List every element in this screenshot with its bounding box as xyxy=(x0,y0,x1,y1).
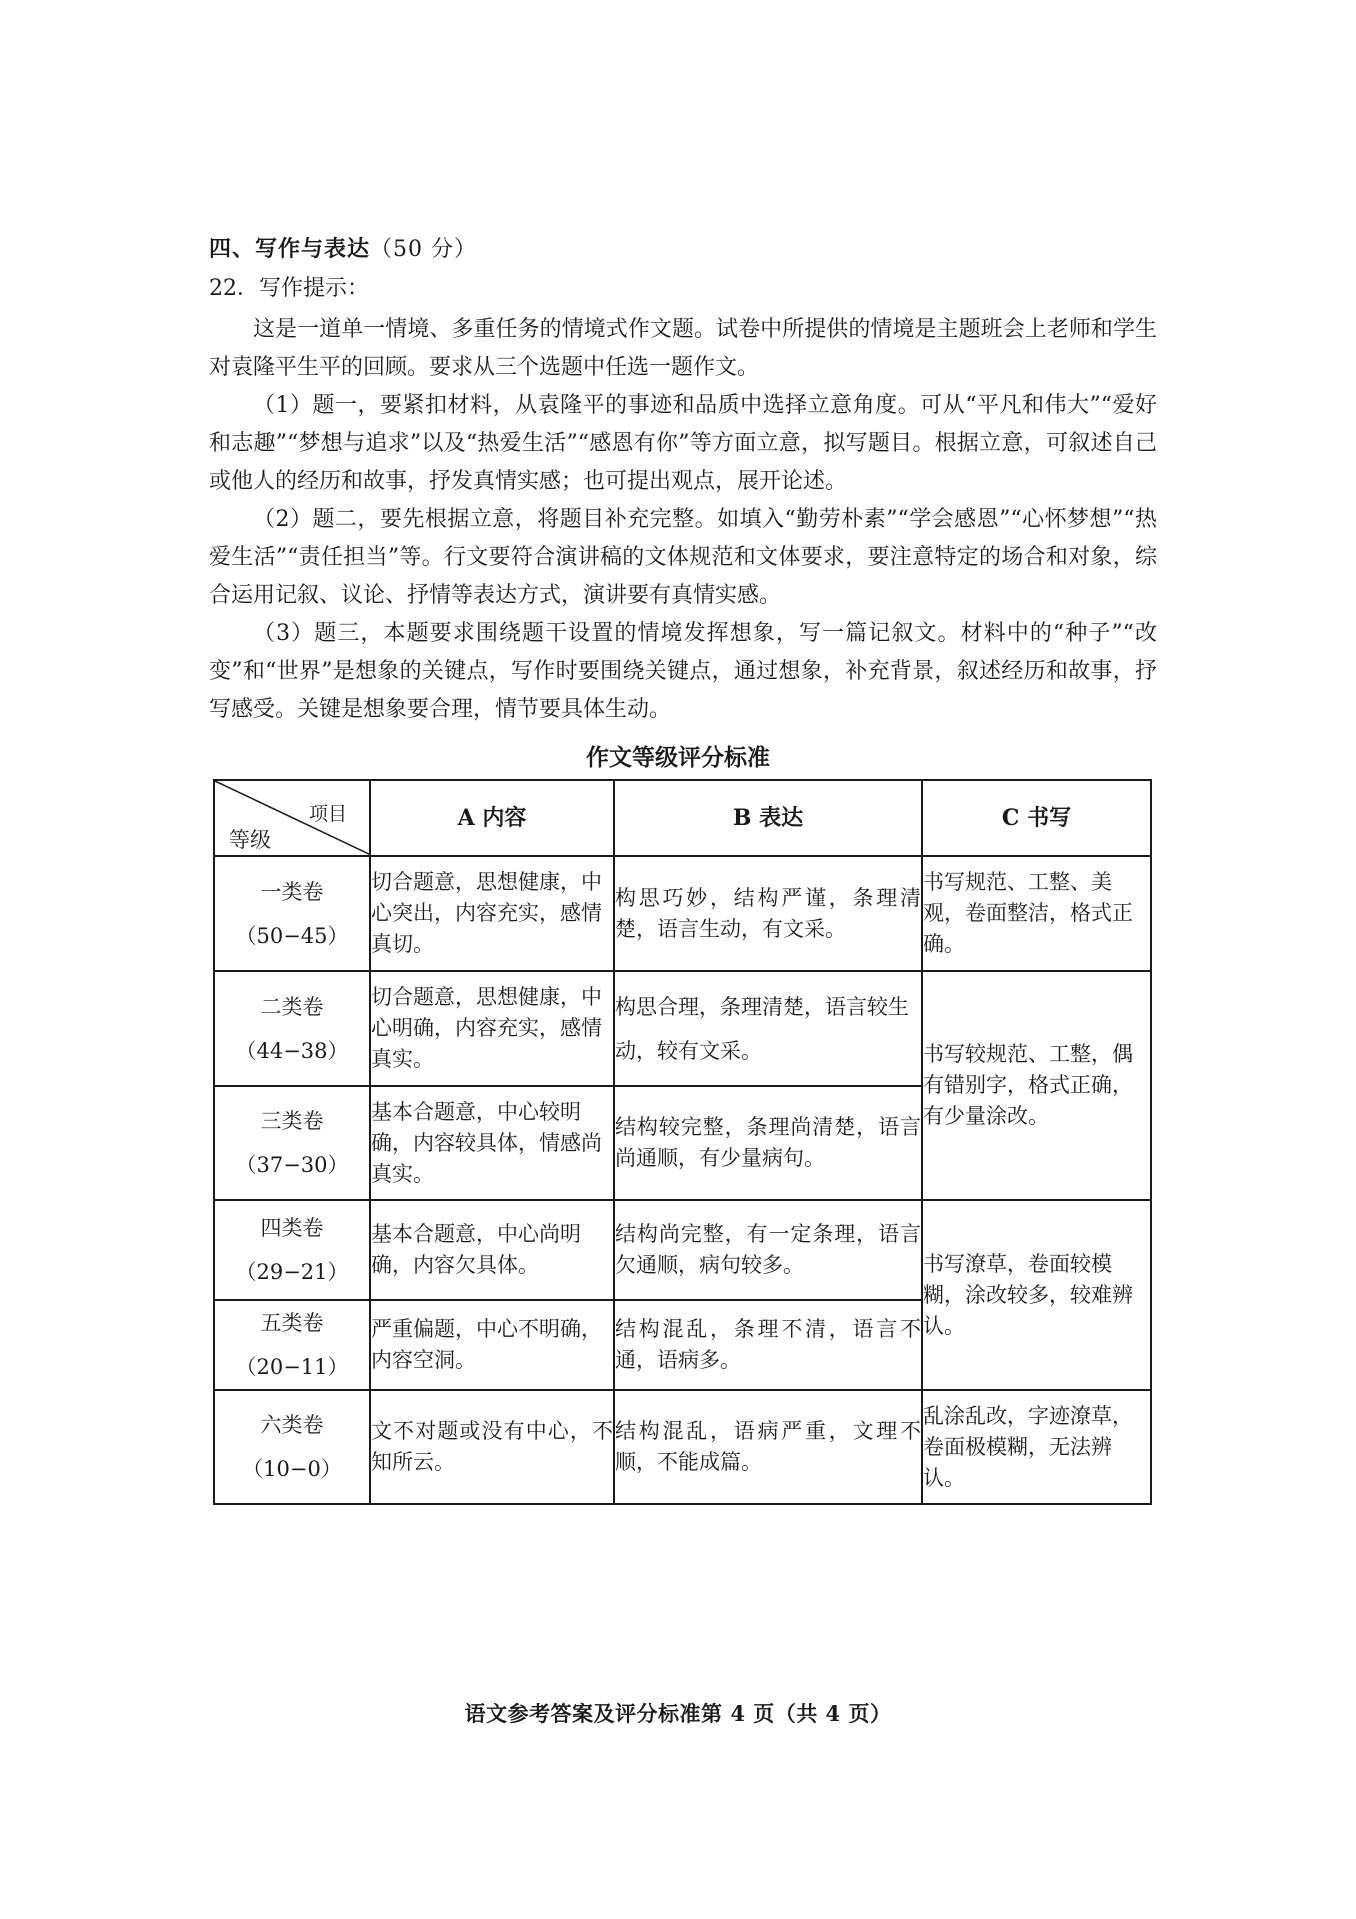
grade-cell xyxy=(214,856,370,971)
grade-range: （20−11） xyxy=(235,1355,349,1379)
grade-range: （10−0） xyxy=(242,1457,342,1481)
writing-cell: 书写规范、工整、美观，卷面整洁，格式正确。 xyxy=(922,856,1151,971)
corner-cell xyxy=(214,780,370,856)
section-heading xyxy=(209,234,477,265)
header-content: A 内容 xyxy=(370,780,614,856)
writing-cell: 书写较规范、工整，偶有错别字，格式正确，有少量涂改。 xyxy=(922,971,1151,1200)
grade-range: （44−38） xyxy=(235,1038,349,1063)
grade-range: （29−21） xyxy=(235,1260,349,1284)
grade-range: （37−30） xyxy=(235,1153,349,1177)
table-row xyxy=(214,1200,1151,1300)
grade-name: 一类卷 xyxy=(260,879,324,904)
grade-name: 六类卷 xyxy=(260,1413,324,1437)
table-row xyxy=(214,856,1151,971)
table-title: 作文等级评分标准 xyxy=(586,744,770,771)
section-score: （50 分） xyxy=(370,237,478,262)
table-row xyxy=(214,971,1151,1086)
content-cell: 切合题意，思想健康，中心突出，内容充实，感情真切。 xyxy=(370,856,614,971)
grade-cell xyxy=(214,971,370,1086)
header-writing: C 书写 xyxy=(922,780,1151,856)
grade-name: 五类卷 xyxy=(260,1311,324,1335)
content-cell: 基本合题意，中心较明确，内容较具体，情感尚真实。 xyxy=(370,1086,614,1200)
grading-table xyxy=(213,779,1152,1505)
corner-label-item: 项目 xyxy=(308,803,347,825)
grade-cell xyxy=(214,1300,370,1390)
section-title-text: 四、写作与表达 xyxy=(209,236,371,262)
page-footer: 语文参考答案及评分标准第 4 页（共 4 页） xyxy=(464,1701,892,1726)
grade-name: 四类卷 xyxy=(260,1216,324,1240)
intro-paragraph: 这是一道单一情境、多重任务的情境式作文题。试卷中所提供的情境是主题班会上老师和学生对袁隆平生平的回顾。要求从三个选题中任选一题作文。 xyxy=(209,317,1157,380)
topic-one-paragraph: （1）题一，要紧扣材料，从袁隆平的事迹和品质中选择立意角度。可从“平凡和伟大”“爱好和志趣”“梦想与追求”以及“热爱生活”“感恩有你”等方面立意，拟写题目。根据立意，可叙述自己或他人的经历和故事，抒发真情实感；也可提出观点，展开论述。 xyxy=(209,393,1157,494)
expression-cell: 构思巧妙，结构严谨，条理清楚，语言生动，有文采。 xyxy=(614,856,922,971)
topic-two-paragraph: （2）题二，要先根据立意，将题目补充完整。如填入“勤劳朴素”“学会感恩”“心怀梦想”“热爱生活”“责任担当”等。行文要符合演讲稿的文体规范和文体要求，要注意特定的场合和对象，综合运用记叙、议论、抒情等表达方式，演讲要有真情实感。 xyxy=(209,507,1157,608)
grade-range: （50−45） xyxy=(235,923,349,948)
writing-cell: 书写潦草，卷面较模糊，涂改较多，较难辨认。 xyxy=(922,1200,1151,1390)
topic-three-paragraph: （3）题三，本题要求围绕题干设置的情境发挥想象，写一篇记叙文。材料中的“种子”“改变”和“世界”是想象的关键点，写作时要围绕关键点，通过想象，补充背景，叙述经历和故事，抒写感受。关键是想象要合理，情节要具体生动。 xyxy=(209,621,1157,722)
question-number: 22．写作提示： xyxy=(209,276,369,301)
header-expression: B 表达 xyxy=(614,780,922,856)
content-cell: 基本合题意，中心尚明确，内容欠具体。 xyxy=(370,1200,614,1300)
expression-cell: 结构混乱，条理不清，语言不通，语病多。 xyxy=(614,1300,922,1390)
expression-cell: 结构混乱，语病严重，文理不顺，不能成篇。 xyxy=(614,1390,922,1504)
grade-cell xyxy=(214,1086,370,1200)
writing-cell: 乱涂乱改，字迹潦草，卷面极模糊，无法辨认。 xyxy=(922,1390,1151,1504)
grade-cell xyxy=(214,1200,370,1300)
table-header-row xyxy=(214,780,1151,856)
content-cell: 切合题意，思想健康，中心明确，内容充实，感情真实。 xyxy=(370,971,614,1086)
table-row xyxy=(214,1390,1151,1504)
content-cell: 严重偏题，中心不明确，内容空洞。 xyxy=(370,1300,614,1390)
grade-cell xyxy=(214,1390,370,1504)
corner-label-grade: 等级 xyxy=(229,828,271,852)
grade-name: 二类卷 xyxy=(260,994,324,1019)
grade-name: 三类卷 xyxy=(260,1109,324,1133)
expression-cell: 结构较完整，条理尚清楚，语言尚通顺，有少量病句。 xyxy=(614,1086,922,1200)
expression-cell: 结构尚完整，有一定条理，语言欠通顺，病句较多。 xyxy=(614,1200,922,1300)
content-cell: 文不对题或没有中心，不知所云。 xyxy=(370,1390,614,1504)
expression-cell: 构思合理，条理清楚，语言较生动，较有文采。 xyxy=(614,971,922,1086)
